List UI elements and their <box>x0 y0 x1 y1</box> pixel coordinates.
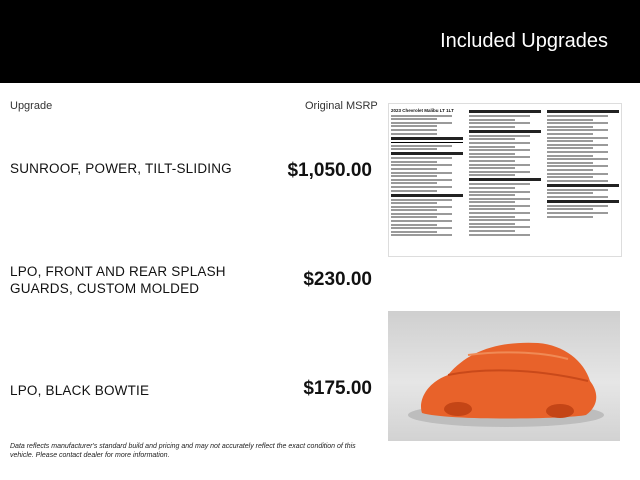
upgrade-name: SUNROOF, POWER, TILT-SLIDING <box>10 161 232 176</box>
disclaimer-text: Data reflects manufacturer's standard build and pricing and may not accurately reflect the exact condition of this vehicle. Please contact dealer for more information. <box>10 443 356 459</box>
sticker-column <box>389 108 465 250</box>
upgrade-price: $175.00 <box>303 378 372 399</box>
upgrade-name: LPO, FRONT AND REAR SPLASH GUARDS, CUSTOM MOLDED <box>10 264 226 296</box>
upgrade-price: $1,050.00 <box>287 160 372 181</box>
column-header-msrp: Original MSRP <box>305 100 378 112</box>
vehicle-photo[interactable] <box>388 311 620 441</box>
upgrade-price: $230.00 <box>303 269 372 290</box>
sticker-title: 2023 Chevrolet Malibu LT 1LT <box>391 108 454 113</box>
column-header-upgrade: Upgrade <box>10 100 53 112</box>
upgrade-name: LPO, BLACK BOWTIE <box>10 383 150 398</box>
sticker-column <box>467 108 543 250</box>
sticker-column <box>545 108 621 250</box>
window-sticker-image[interactable] <box>388 103 622 257</box>
header-bar <box>0 0 640 83</box>
page-title: Included Upgrades <box>440 30 608 52</box>
car-cover-icon <box>388 311 620 441</box>
